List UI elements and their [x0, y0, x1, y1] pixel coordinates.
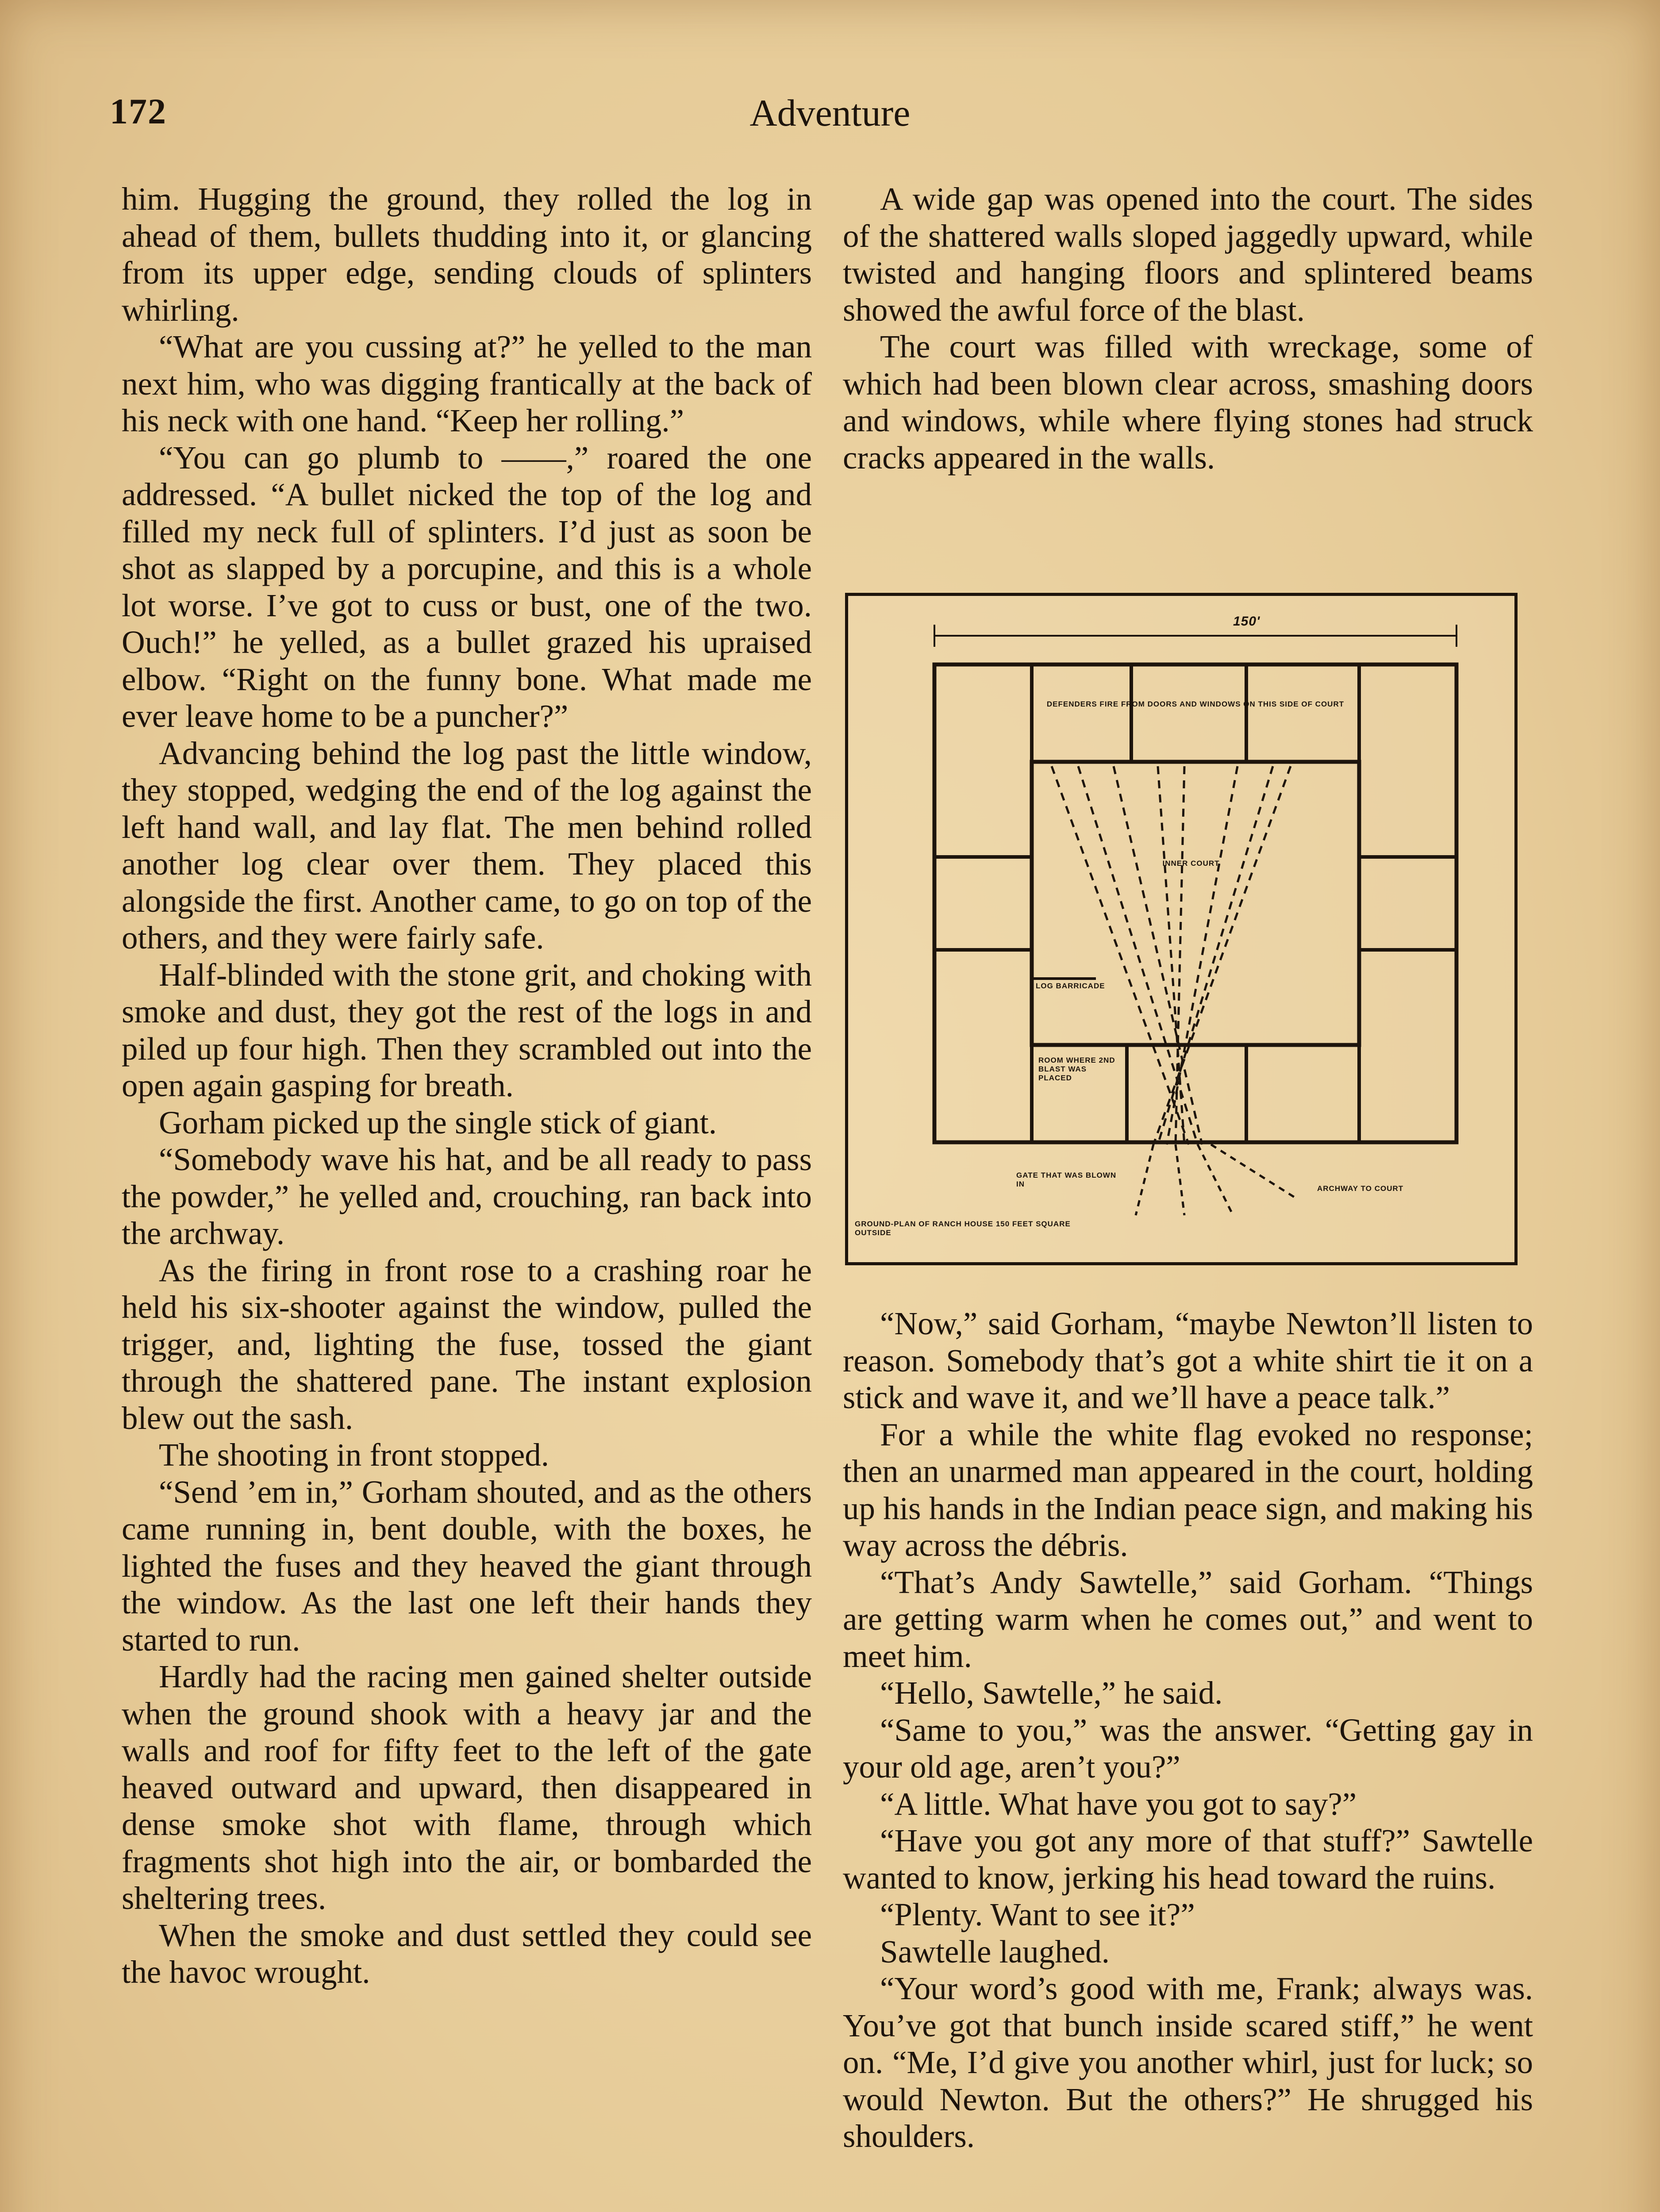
paragraph: The court was filled with wreckage, some of which had been blown clear across, smashing doors and windows, while where flying stones had struck cracks appeared in the walls.: [843, 329, 1533, 476]
paragraph: Hardly had the racing men gained shelter outside when the ground shook with a heavy jar and the walls and roof for fifty feet to the left of the gate heaved outward and upward, then disappeared in dense smoke shot with flame, through which fragments shot high into the air, or bombarded the sheltering trees.: [122, 1659, 812, 1916]
dimension-label: 150': [1233, 614, 1260, 629]
paragraph: As the firing in front rose to a crashing roar he held his six-shooter against the window, pulled the trigger, and, lighting the fuse, tossed the giant through the shattered pane. The instant explosion blew out the sash.: [122, 1252, 812, 1436]
paragraph: “Send ’em in,” Gorham shouted, and as the others came running in, bent double, with the boxes, he lighted the fuses and they heaved the giant through the window. As the last one left their hands they started to run.: [122, 1474, 812, 1658]
diagram-caption: GROUND-PLAN OF RANCH HOUSE 150 FEET SQUARE OUTSIDE: [855, 1220, 1071, 1237]
defenders-label: DEFENDERS FIRE FROM DOORS AND WINDOWS ON THIS SIDE OF COURT: [1046, 700, 1345, 708]
paragraph: “Hello, Sawtelle,” he said.: [880, 1675, 1223, 1711]
paragraph: “What are you cussing at?” he yelled to the man next him, who was digging frantically at the back of his neck with one hand. “Keep her rolling.”: [122, 329, 812, 438]
paragraph: “You can go plumb to ——,” roared the one addressed. “A bullet nicked the top of the log and filled my neck full of splinters. I’d just as soon be shot as slapped by a porcupine, and this is a whole lot worse. I’ve got to cuss or bust, one of the two. Ouch!” he yelled, as a bullet grazed his upraised elbow. “Right on the funny bone. What made me ever leave home to be a puncher?”: [122, 439, 812, 734]
paragraph: “A little. What have you got to say?”: [880, 1786, 1357, 1822]
paragraph: When the smoke and dust settled they could see the havoc wrought.: [122, 1917, 812, 1990]
paragraph: Gorham picked up the single stick of giant.: [159, 1104, 717, 1141]
paragraph: “Now,” said Gorham, “maybe Newton’ll listen to reason. Somebody that’s got a white shirt tie it on a stick and wave it, and we’ll have a peace talk.”: [843, 1306, 1533, 1415]
paragraph: “Have you got any more of that stuff?” Sawtelle wanted to know, jerking his head toward the ruins.: [843, 1823, 1533, 1896]
left-column: [122, 180, 812, 1991]
gate-label: GATE THAT WAS BLOWN IN: [1016, 1171, 1117, 1188]
paragraph: For a while the white flag evoked no response; then an unarmed man appeared in the court, holding up his hands in the Indian peace sign, and making his way across the débris.: [843, 1416, 1533, 1563]
paragraph: “That’s Andy Sawtelle,” said Gorham. “Things are getting warm when he comes out,” and went to meet him.: [843, 1564, 1533, 1674]
ranch-house-diagram: [845, 593, 1518, 1265]
paragraph: A wide gap was opened into the court. The sides of the shattered walls sloped jaggedly upward, while twisted and hanging floors and splintered beams showed the awful force of the blast.: [843, 181, 1533, 328]
second-blast-room-label: ROOM WHERE 2ND BLAST WAS PLACED: [1038, 1056, 1115, 1082]
log-barricade-label: LOG BARRICADE: [1036, 982, 1105, 990]
right-column-top: [843, 180, 1533, 476]
archway-label: ARCHWAY TO COURT: [1317, 1184, 1404, 1193]
right-column-bottom: [843, 1305, 1533, 2155]
paragraph: him. Hugging the ground, they rolled the log in ahead of them, bullets thudding into it, or glancing from its upper edge, sending clouds of splinters whirling.: [122, 181, 812, 328]
paragraph: The shooting in front stopped.: [159, 1437, 549, 1473]
paragraph: Half-blinded with the stone grit, and choking with smoke and dust, they got the rest of the logs in and piled up four high. Then they scrambled out into the open again gasping for breath.: [122, 956, 812, 1103]
page-header: [0, 91, 1660, 144]
paragraph: “Your word’s good with me, Frank; always was. You’ve got that bunch inside scared stiff,” he went on. “Me, I’d give you another whirl, just for luck; so would Newton. But the others?” He shrugged his shoulders.: [843, 1970, 1533, 2154]
running-title: Adventure: [749, 92, 911, 134]
paragraph: Advancing behind the log past the little window, they stopped, wedging the end of the log against the left hand wall, and lay flat. The men behind rolled another log clear over them. They placed this alongside the first. Another came, to go on top of the others, and they were fairly safe.: [122, 735, 812, 956]
page-number: 172: [110, 91, 167, 131]
inner-court-label: INNER COURT: [1162, 859, 1220, 868]
paragraph: “Same to you,” was the answer. “Getting gay in your old age, aren’t you?”: [843, 1712, 1533, 1785]
paragraph: “Somebody wave his hat, and be all ready to pass the powder,” he yelled and, crouching, ran back into the archway.: [122, 1141, 812, 1251]
paragraph: “Plenty. Want to see it?”: [880, 1897, 1195, 1932]
paragraph: Sawtelle laughed.: [880, 1933, 1110, 1970]
floor-plan-drawing: [848, 596, 1514, 1262]
